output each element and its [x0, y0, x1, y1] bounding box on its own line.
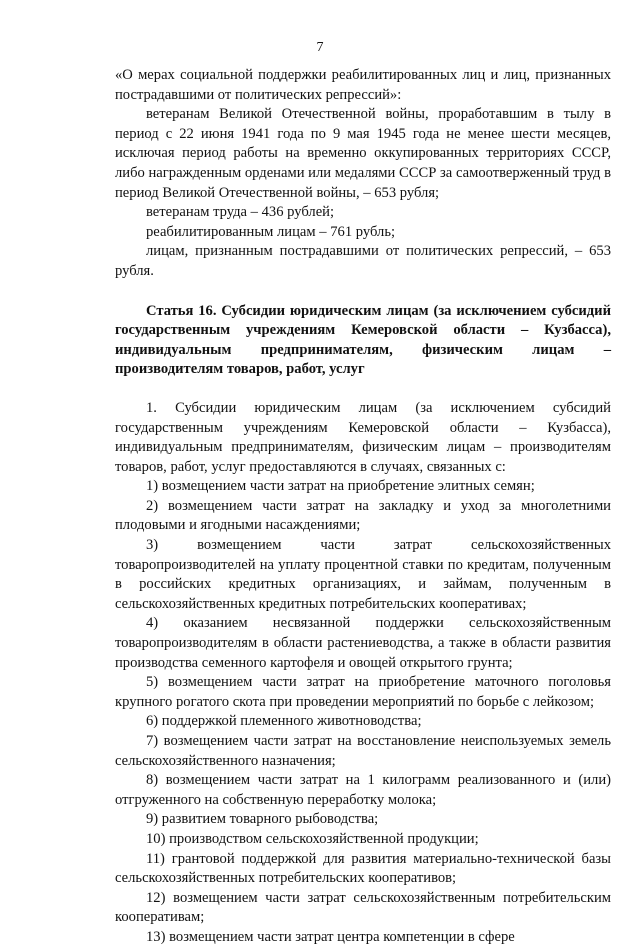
list-item: 6) поддержкой племенного животноводства;: [146, 713, 422, 730]
page-number: 7: [316, 40, 324, 55]
list-item: 12) возмещением части затрат сельскохозяйственным потребительским кооперативам;: [115, 889, 611, 926]
list-item: 5) возмещением части затрат на приобретение маточного поголовья крупного рогатого скота при проведении мероприятий по борьбе с лейкозом;: [115, 674, 611, 710]
article-title: Статья 16. Субсидии юридическим лицам (за исключением субсидий государственным учреждениям Кемеровской области – Кузбасса), индивидуальным предпринимателям, физическим лицам – производителям товаров, работ, услуг: [115, 302, 611, 378]
list-item: 1) возмещением части затрат на приобретение элитных семян;: [146, 478, 535, 495]
paragraph: лицам, признанным пострадавшими от политических репрессий, – 653 рубля.: [115, 243, 611, 279]
list-item: 9) развитием товарного рыбоводства;: [146, 811, 379, 828]
document-body: [115, 66, 611, 948]
paragraph: 1. Субсидии юридическим лицам (за исключением субсидий государственным учреждениям Кемеровской области – Кузбасса), индивидуальным предпринимателям, физическим лицам – производителям товаров, работ, услуг предоставляются в случаях, связанных с:: [115, 399, 611, 475]
list-item: 13) возмещением части затрат центра компетенции в сфере: [146, 928, 515, 945]
paragraph: реабилитированным лицам – 761 рубль;: [146, 223, 396, 240]
spacer: [115, 380, 611, 399]
list-item: 7) возмещением части затрат на восстановление неиспользуемых земель сельскохозяйственного назначения;: [115, 733, 611, 769]
paragraph: ветеранам Великой Отечественной войны, проработавшим в тылу в период с 22 июня 1941 года по 9 мая 1945 года не менее шести месяцев, исключая период работы на временно оккупированных территориях СССР, либо награжденным орденами или медалями СССР за самоотверженный труд в период Великой Отечественной войны, – 653 рубля;: [115, 106, 611, 201]
list-item: 2) возмещением части затрат на закладку и уход за многолетними плодовыми и ягодными насаждениями;: [115, 497, 611, 534]
list-item: 3) возмещением части затрат сельскохозяйственных товаропроизводителей на уплату процентной ставки по кредитам, полученным в российских кредитных организациях, и займам, полученным в сельскохозяйственных кредитных потребительских кооперативах;: [115, 537, 611, 612]
list-item: 8) возмещением части затрат на 1 килограмм реализованного и (или) отгруженного на собственную переработку молока;: [115, 772, 611, 808]
paragraph: ветеранам труда – 436 рублей;: [146, 204, 335, 221]
list-item: 10) производством сельскохозяйственной продукции;: [146, 830, 479, 847]
list-item: 4) оказанием несвязанной поддержки сельскохозяйственным товаропроизводителям в области растениеводства, а также в области развития производства семенного картофеля и овощей открытого грунта;: [115, 615, 611, 671]
list-item: 11) грантовой поддержкой для развития материально-технической базы сельскохозяйственных потребительских кооперативов;: [115, 850, 611, 887]
paragraph: «О мерах социальной поддержки реабилитированных лиц и лиц, признанных пострадавшими от политических репрессий»:: [115, 67, 611, 103]
